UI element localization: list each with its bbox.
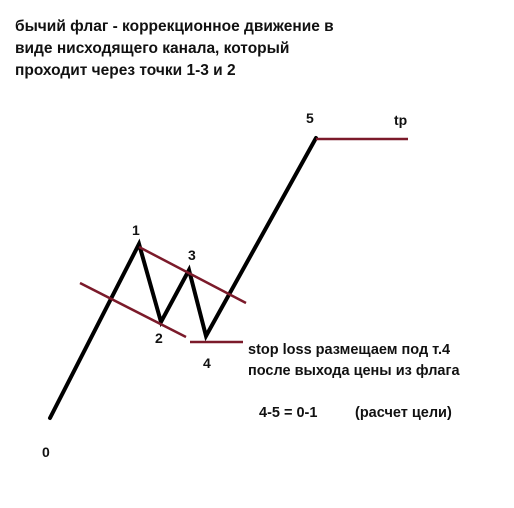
stop-loss-note xyxy=(248,340,460,382)
note-line-1: stop loss размещаем под т.4 xyxy=(248,342,451,358)
point-label-5: 5 xyxy=(306,110,314,126)
point-label-4: 4 xyxy=(203,355,211,371)
title-line-3: проходит через точки 1-3 и 2 xyxy=(15,62,236,79)
note-line-2: после выхода цены из флага xyxy=(248,363,460,379)
target-calc-note: (расчет цели) xyxy=(355,405,452,421)
target-formula: 4-5 = 0-1 xyxy=(259,405,318,421)
point-label-2: 2 xyxy=(155,330,163,346)
point-label-0: 0 xyxy=(42,444,50,460)
title-line-1: бычий флаг - коррекционное движение в xyxy=(15,18,334,35)
point-label-1: 1 xyxy=(132,222,140,238)
title-line-2: виде нисходящего канала, который xyxy=(15,40,290,57)
take-profit-label: tp xyxy=(394,112,408,128)
point-label-3: 3 xyxy=(188,247,196,263)
